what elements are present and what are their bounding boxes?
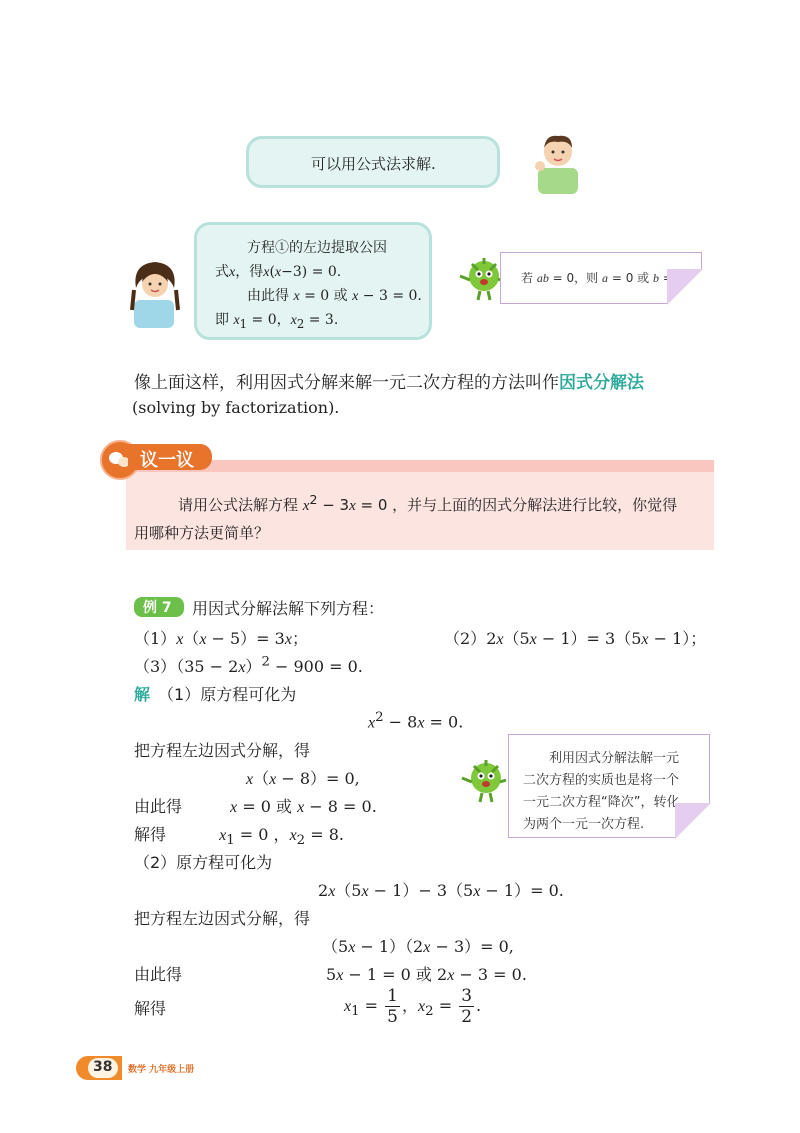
tip-note-2-line4: 为两个一元一次方程.	[523, 817, 645, 832]
discuss-title: 议一议	[140, 450, 194, 471]
factor-step-1: 把方程左边因式分解，得	[134, 741, 311, 760]
equation-3: 2x（5x − 1）− 3（5x − 1）= 0.	[318, 881, 564, 900]
footer-book-title: 数学 九年级上册	[128, 1065, 195, 1075]
equation-2: x（x − 8）= 0,	[246, 769, 360, 788]
factor-step-2: 把方程左边因式分解，得	[134, 909, 311, 928]
speech-bubble-boy	[246, 136, 500, 188]
hence-step-2: 由此得	[134, 965, 183, 984]
equation-4: （5x − 1）（2x − 3）= 0,	[322, 937, 514, 956]
discuss-header-band	[126, 460, 714, 472]
example-tag-label: 例 7	[143, 600, 172, 616]
tip-note-2	[508, 734, 710, 838]
discuss-line-2: 用哪种方法更简单？	[134, 524, 270, 542]
problem-3: $(3)(35 - 2x)^2 - 900 = 0$.	[134, 654, 363, 676]
intro-line-1: 像上面这样，利用因式分解来解一元二次方程的方法叫作因式分解法	[134, 373, 644, 393]
bubble-girl-line4: 即 $x_1 = 0$，$x_2 = 3$.	[215, 312, 339, 331]
tip-note-2-line3: 一元二次方程“降次”，转化	[523, 795, 680, 810]
solution-part-2: （2）原方程可化为	[134, 853, 273, 872]
tip-note-1	[500, 252, 702, 304]
key-term: 因式分解法	[559, 373, 644, 393]
page-number: 38	[93, 1059, 113, 1075]
bubble-girl-line2: 式x，得x(x−3) = 0.	[215, 264, 342, 280]
bubble-boy-text: 可以用公式法求解.	[311, 155, 436, 173]
problem-2: （2）2x（5x − 1）= 3（5x − 1）；	[444, 629, 707, 648]
bubble-girl-line3: 由此得 x = 0 或 x − 3 = 0.	[247, 288, 422, 304]
tip-note-1-text: 若 ab = 0，则 a = 0 或 b = 0.	[521, 271, 689, 285]
discuss-line-1: 请用公式法解方程 $x^2 - 3x = 0$ ，并与上面的因式分解法进行比较，你觉得	[178, 492, 678, 514]
page-fold-decoration	[667, 269, 703, 305]
page-fold-decoration-2	[675, 803, 711, 839]
mascot-illustration	[458, 254, 506, 302]
speech-bubble-girl	[194, 222, 432, 340]
equation-5: 5x − 1 = 0 或 2x − 3 = 0.	[326, 965, 527, 984]
example-title: 用因式分解法解下列方程：	[192, 599, 385, 618]
equation-1: $x^2 - 8x = 0$.	[368, 710, 464, 732]
solution-label: 解 （1）原方程可化为	[134, 685, 297, 704]
boy-illustration	[528, 128, 588, 194]
girl-illustration	[126, 254, 184, 328]
bubble-girl-line1: 方程①的左边提取公因	[247, 240, 387, 256]
equation-6: $x_1$ = $\frac{1}{5}$ ，$x_2$ = $\frac{3}{2}$ .	[344, 986, 482, 1027]
intro-line-2: (solving by factorization).	[132, 398, 340, 417]
tip-note-2-line2: 二次方程的实质也是将一个	[523, 773, 680, 788]
hence-step-1: 由此得 x = 0 或 x − 8 = 0.	[134, 797, 377, 816]
mascot-illustration-2	[460, 756, 508, 804]
solve-step-1: 解得 $x_1 = 0$ ，$x_2 = 8$.	[134, 825, 344, 849]
solve-step-2: 解得	[134, 999, 167, 1018]
tip-note-2-line1: 利用因式分解法解一元	[549, 751, 680, 766]
problem-1: （1）x（x − 5）= 3x；	[134, 629, 308, 648]
